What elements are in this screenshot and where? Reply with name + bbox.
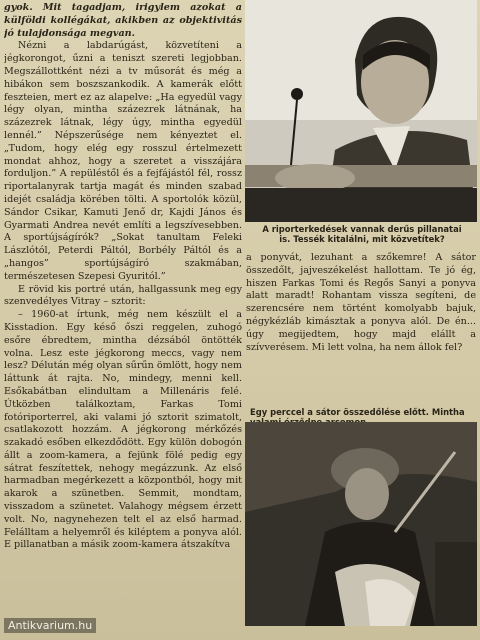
photo1-caption: A riporterkedések vannak derűs pillanatai is. Tessék kitalálni, mit közvetítek? [262, 224, 462, 244]
article-paragraph: Nézni a labdarúgást, közvetíteni a jégkorongot, űzni a teniszt szereti legjobban. Megszállottként nézi a tv műsorát és még a hibákon sem boszszankodik. A kamerák előtt feszteien, mert ez az alapelve: „Ha egyedül vagy légy olyan, mintha százezrek látnának, ha százezrek látnak, légy úgy, mintha egyedül lennél.” Népszerűsége nem kényeztet el. „Tudom, hogy elég egy rosszul értelmezett mondat ahhoz, hogy a szeretet a visszájára forduljon.” A repüléstől és a fejfájástól fél, rossz riportalanyrak tartja magát és minden szabad idejét családja körében tölti. A sportolók közül, Sándor Csikar, Kamuti Jenő dr, Kajdi János és Gyarmati Andrea nevét említi a legszívesebben. A sportújságírók? „Sokat tanultam Feleki Lászlótól, Peterdi Páltól, Borbély Páltól és a „hangos” sportújságíró szakmában, természetesen Szepesi Gyuritól.” [4, 40, 242, 282]
article-paragraph: E rövid kis portré után, hallgassunk meg egy szenvedélyes Vitray – sztorit: [4, 283, 242, 308]
photo-reporter-commentating [245, 0, 477, 222]
watermark-label: Antikvarium.hu [4, 618, 96, 633]
article-paragraph: a ponyvát, lezuhant a szőkemre! A sátor összedőlt, jajveszékelést hallottam. Te jó ég, hiszen Farkas Tomi és Regős Sanyi a ponyva alatt maradt! Rohantam vissza segíteni, de szerencsére nem történt komolyabb bajuk, négykézláb kimásztak a ponyva alól. De én... úgy megijedtem, hogy majd elállt a szívverésem. Mi lett volna, ha nem állok fel? [246, 252, 476, 353]
article-left-column [4, 2, 242, 614]
photo-tent-collapse [245, 422, 477, 626]
photo1-illustration [245, 0, 477, 222]
article-lead: gyok. Mit tagadjam, irigylem azokat a külföldi kollégákat, akikben az objektivitás jó tulajdonsága megvan. [4, 2, 242, 39]
photo2-illustration [245, 422, 477, 626]
article-right-column [246, 252, 476, 407]
photo2-caption: Egy perccel a sátor összedőlése előtt. Mintha [250, 407, 465, 417]
article-paragraph: – 1960-at írtunk, még nem készült el a Kisstadion. Egy késő őszi reggelen, zuhogó esőre ébredtem, mintha dézsából öntötték volna. Lesz este jégkorong meccs, vagy nem lesz? Délután még olyan sűrűn ömlött, hogy nem láttunk át rajta. No, mindegy, menni kell. Esőkabátban elindultam a Millenáris felé. Útközben találkoztam, Farkas Tomi fotóriporterrel, aki valami jó sztorit szimatolt, csatlakozott hozzám. A jégkorong mérkőzés szakadó esőben elkezdődött. Egy külön dobogón állt a zoom-kamera, a fejünk fölé pedig egy sátrat feszítettek, nehogy megázzunk. Az első harmadban megérkezett a központból, hogy mit akarok a szünetben. Semmit, mondtam, visszadom a szünetet. Valahogy mégsem érzett volt. No, nagynehezen telt el az első harmad. Felálltam a helyemről és kiléptem a ponyva alól. E pillanatban a másik zoom-kamera átszakítva [4, 309, 242, 551]
